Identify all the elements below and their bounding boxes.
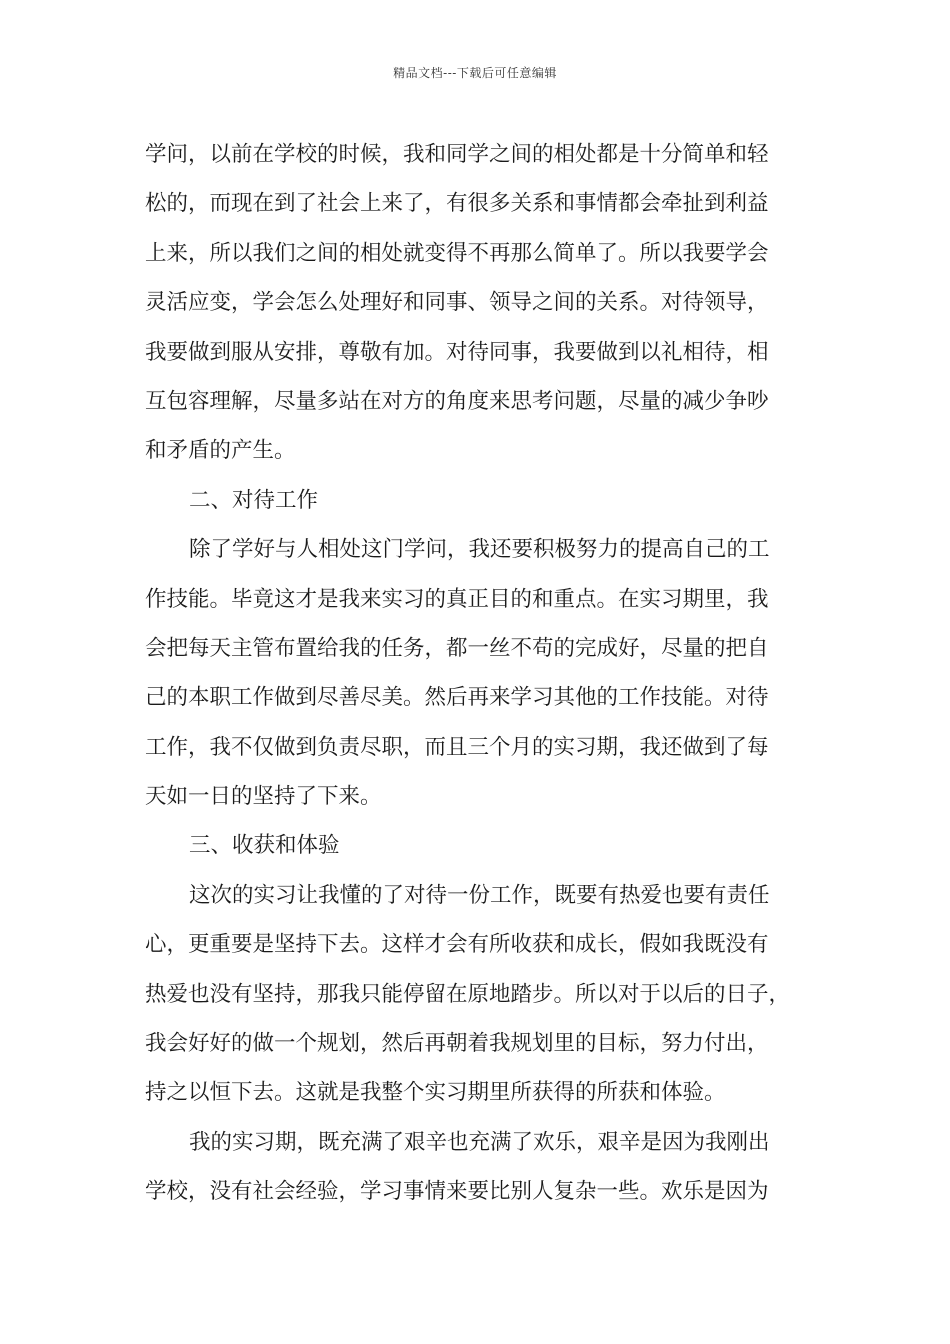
- page-header: 精品文档---下载后可任意编辑: [393, 66, 557, 80]
- text-line: 上来，所以我们之间的相处就变得不再那么简单了。所以我要学会: [145, 240, 769, 266]
- text-line: 我会好好的做一个规划，然后再朝着我规划里的目标，努力付出，: [145, 1031, 769, 1057]
- text-line: 互包容理解，尽量多站在对方的角度来思考问题，尽量的减少争吵: [145, 388, 769, 414]
- text-line: 热爱也没有坚持，那我只能停留在原地踏步。所以对于以后的日子，: [145, 981, 791, 1007]
- text-line: 心，更重要是坚持下去。这样才会有所收获和成长，假如我既没有: [145, 932, 769, 958]
- text-line: 持之以恒下去。这就是我整个实习期里所获得的所获和体验。: [145, 1080, 726, 1106]
- document-body: [145, 130, 815, 1217]
- section-heading: 三、收获和体验: [189, 833, 340, 859]
- text-line: 学问，以前在学校的时候，我和同学之间的相处都是十分简单和轻: [145, 142, 769, 167]
- text-line: 松的，而现在到了社会上来了，有很多关系和事情都会牵扯到利益: [145, 191, 769, 217]
- text-line: 和矛盾的产生。: [145, 438, 296, 464]
- text-line: 天如一日的坚持了下来。: [145, 784, 382, 810]
- text-line: 作技能。毕竟这才是我来实习的真正目的和重点。在实习期里，我: [145, 586, 769, 612]
- text-line: 工作，我不仅做到负责尽职，而且三个月的实习期，我还做到了每: [145, 734, 769, 760]
- text-line: 我要做到服从安排，尊敬有加。对待同事，我要做到以礼相待，相: [145, 339, 769, 365]
- text-line: 除了学好与人相处这门学问，我还要积极努力的提高自己的工: [189, 537, 770, 563]
- text-line: 会把每天主管布置给我的任务，都一丝不苟的完成好，尽量的把自: [145, 635, 769, 661]
- text-line: 这次的实习让我懂的了对待一份工作，既要有热爱也要有责任: [189, 882, 770, 908]
- section-heading: 二、对待工作: [189, 487, 319, 513]
- text-line: 己的本职工作做到尽善尽美。然后再来学习其他的工作技能。对待: [145, 685, 769, 711]
- text-line: 灵活应变，学会怎么处理好和同事、领导之间的关系。对待领导，: [145, 290, 769, 316]
- text-line: 学校，没有社会经验，学习事情来要比别人复杂一些。欢乐是因为: [145, 1179, 769, 1205]
- text-line: 我的实习期，既充满了艰辛也充满了欢乐，艰辛是因为我刚出: [189, 1129, 770, 1155]
